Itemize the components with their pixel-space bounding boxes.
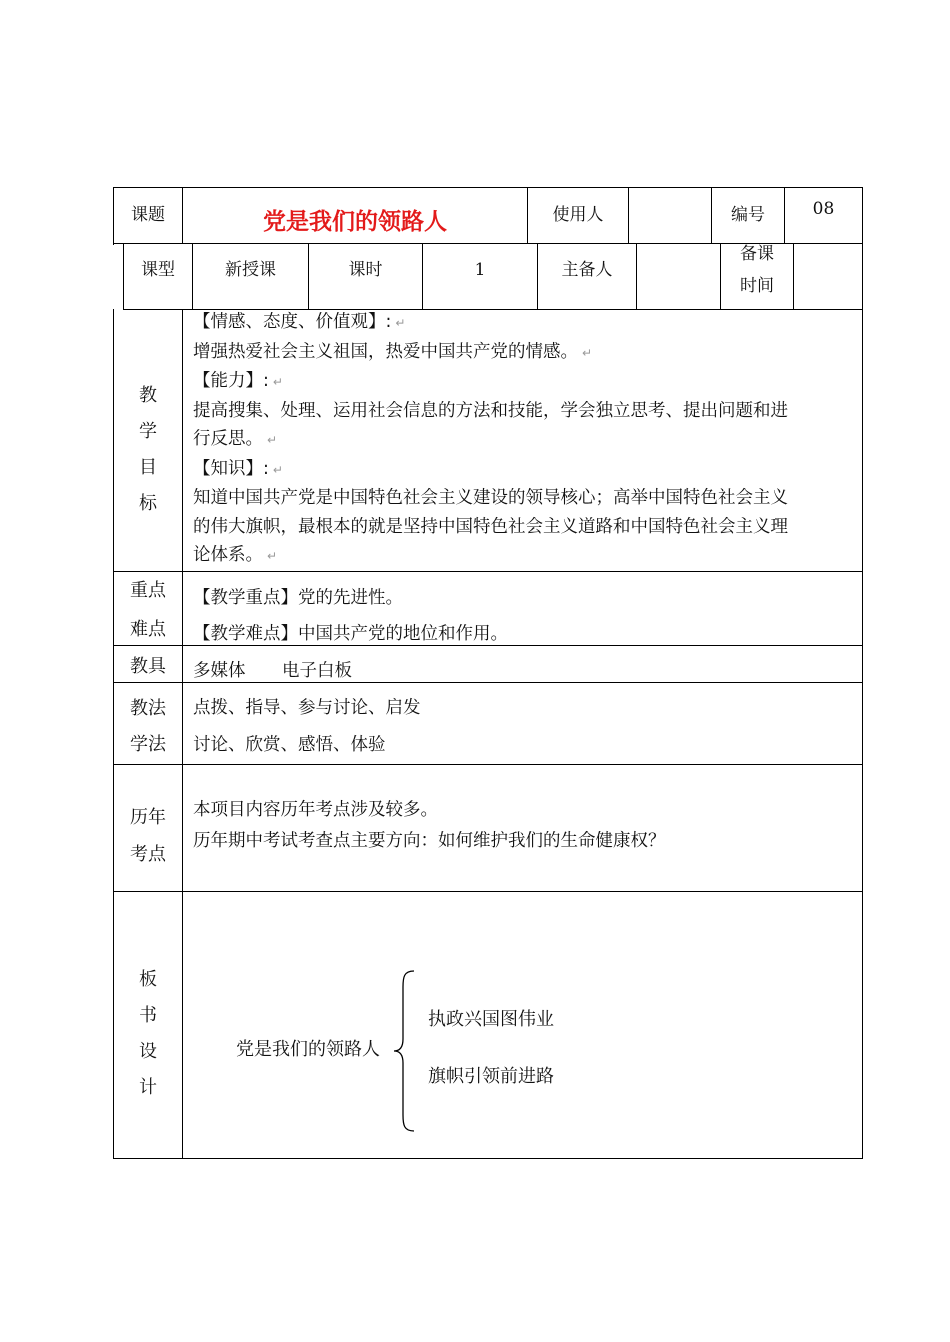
number-value: 08 bbox=[812, 199, 835, 219]
table-border bbox=[862, 187, 863, 310]
objective-line: 的伟大旗帜，最根本的就是坚持中国特色社会主义道路和中国特色社会主义理 bbox=[193, 516, 788, 537]
objective-line: 增强热爱社会主义祖国，热爱中国共产党的情感。 ↵ bbox=[193, 341, 593, 362]
objectives-label: 教 学 目 标 bbox=[139, 385, 157, 514]
table-border bbox=[113, 571, 863, 572]
objective-line: 知道中国共产党是中国特色社会主义建设的领导核心；高举中国特色社会主义 bbox=[193, 488, 788, 508]
tools-value-2: 电子白板 bbox=[282, 661, 352, 681]
tools-label: 教具 bbox=[130, 656, 166, 677]
objective-line: 【能力】: ↵ bbox=[193, 371, 283, 391]
key-points-label-2: 难点 bbox=[130, 619, 166, 640]
exam-label-2: 考点 bbox=[130, 844, 166, 865]
preparer-label: 主备人 bbox=[561, 260, 613, 280]
type-value: 新授课 bbox=[225, 260, 276, 280]
objective-line: 【情感、态度、价值观】: ↵ bbox=[193, 312, 406, 332]
table-border bbox=[182, 309, 183, 1159]
board-branch-1: 执政兴国图伟业 bbox=[428, 1009, 554, 1030]
table-border bbox=[113, 645, 863, 646]
difficulty-line: 【教学难点】中国共产党的地位和作用。 bbox=[193, 624, 508, 644]
key-point-line: 【教学重点】党的先进性。 bbox=[193, 588, 403, 608]
board-label: 板 书 设 计 bbox=[139, 969, 157, 1098]
tools-value-1: 多媒体 bbox=[193, 661, 246, 681]
lesson-title: 党是我们的领路人 bbox=[263, 209, 447, 235]
hours-value: 1 bbox=[474, 260, 486, 280]
table-border bbox=[113, 891, 863, 892]
exam-line-1: 本项目内容历年考点涉及较多。 bbox=[193, 800, 438, 820]
teaching-methods: 点拨、指导、参与讨论、启发 bbox=[193, 698, 421, 718]
prep-time-label-2: 时间 bbox=[740, 276, 774, 296]
exam-line-2: 历年期中考试考查点主要方向：如何维护我们的生命健康权？ bbox=[193, 831, 666, 851]
objective-line: 提高搜集、处理、运用社会信息的方法和技能，学会独立思考、提出问题和进 bbox=[193, 400, 788, 421]
objective-line: 【知识】: ↵ bbox=[193, 458, 283, 479]
objectives-text bbox=[193, 308, 788, 571]
curly-brace bbox=[392, 969, 416, 1134]
hours-label: 课时 bbox=[348, 260, 383, 280]
exam-label-1: 历年 bbox=[130, 807, 166, 828]
key-points-label-1: 重点 bbox=[130, 580, 166, 601]
number-label: 编号 bbox=[731, 205, 765, 225]
learning-methods: 讨论、欣赏、感悟、体验 bbox=[193, 735, 386, 755]
table-border bbox=[113, 1158, 863, 1159]
topic-label: 课题 bbox=[131, 205, 165, 225]
table-border bbox=[862, 309, 863, 1159]
table-border bbox=[793, 243, 794, 309]
table-border bbox=[113, 682, 863, 683]
table-border bbox=[628, 187, 629, 243]
methods-label-1: 教法 bbox=[130, 698, 166, 719]
table-border bbox=[636, 243, 637, 309]
table-border bbox=[113, 309, 114, 1159]
objective-line: 论体系。 ↵ bbox=[193, 545, 278, 565]
type-label: 课型 bbox=[141, 260, 175, 280]
methods-label-2: 学法 bbox=[130, 734, 166, 755]
prep-time-label-1: 备课 bbox=[740, 244, 774, 264]
table-border bbox=[113, 764, 863, 765]
board-branch-2: 旗帜引领前进路 bbox=[428, 1066, 554, 1087]
user-label: 使用人 bbox=[552, 205, 604, 225]
table-border bbox=[113, 187, 863, 188]
board-main: 党是我们的领路人 bbox=[236, 1039, 380, 1060]
objective-line: 行反思。 ↵ bbox=[193, 429, 278, 449]
